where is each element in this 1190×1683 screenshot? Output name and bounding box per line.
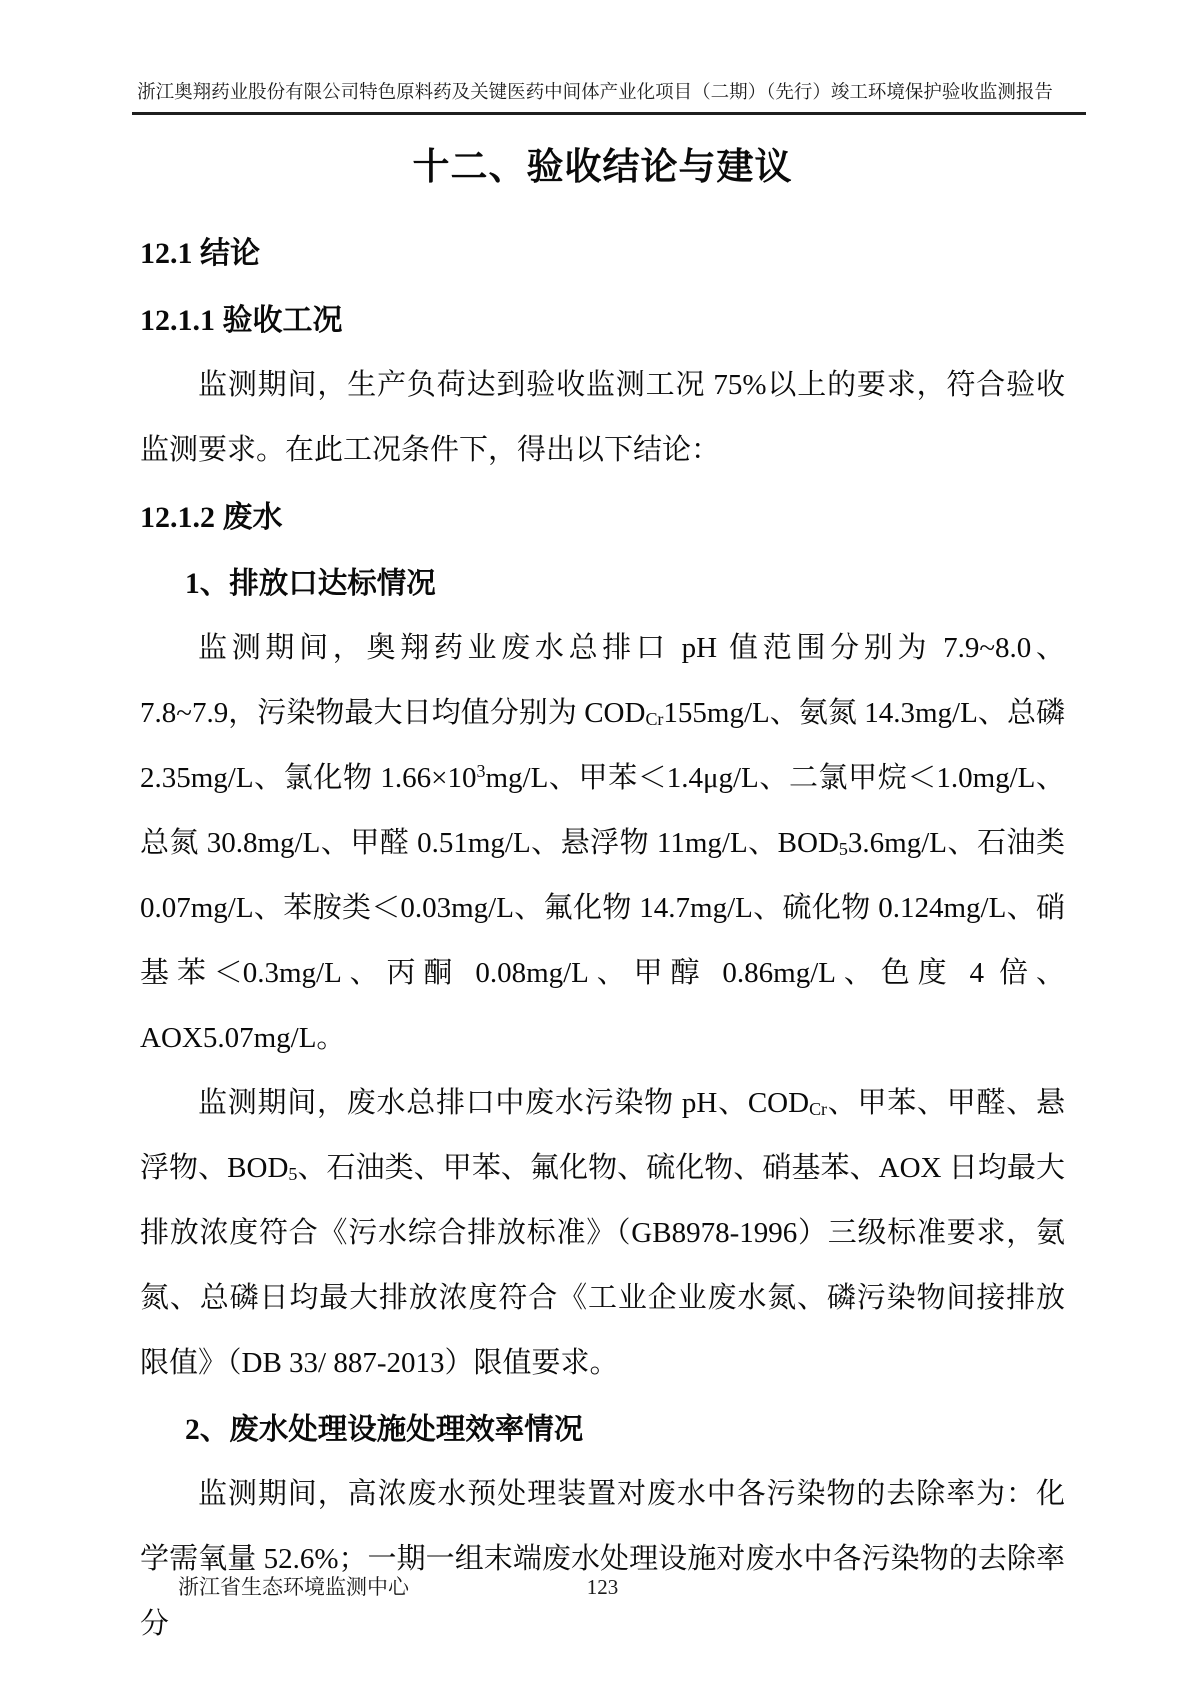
document-content — [140, 145, 1065, 1657]
chapter-title: 十二、验收结论与建议 — [412, 147, 793, 188]
page-header — [55, 81, 1135, 105]
subheading-treatment-efficiency: 2、废水处理设施处理效率情况 — [185, 1414, 584, 1446]
paragraph-outlet-monitoring-values: 监测期间，奥翔药业废水总排口 pH 值范围分别为 7.9~8.0、7.8~7.9，污染物最大日均值分别为 $COD_{Cr}155mg/L$、氨氮 14.3mg/L、总磷 2.35mg/L、氯化物 $1.66\times 10^3mg/L$、甲苯＜1.4μg/L、二氯甲烷＜1.0mg/L、总氮 30.8mg/L、甲醛 0.51mg/L、悬浮物 11mg/L、$BOD_53.6mg/L$、石油类 0.07mg/L、苯胺类＜0.03mg/L、氟化物 14.7mg/L、硫化物 0.124mg/L、硝基苯＜0.3mg/L、丙酮 0.08mg/L、甲醇 0.86mg/L、色度 4 倍、AOX5.07mg/L。 — [140, 632, 1065, 1054]
section-heading-12-1-1: 12.1.1 验收工况 — [140, 304, 343, 337]
page-footer — [140, 1573, 1065, 1603]
page-number: 123 — [586, 1575, 619, 1599]
subheading-outlet-compliance: 1、排放口达标情况 — [185, 568, 436, 600]
section-heading-12-1: 12.1 结论 — [140, 237, 260, 270]
paragraph-standards-compliance: 监测期间，废水总排口中废水污染物 pH、$COD_{Cr}$、甲苯、甲醛、悬浮物、$BOD_5$、石油类、甲苯、氟化物、硫化物、硝基苯、AOX 日均最大排放浓度符合《污水综合排放标准》（GB8978-1996）三级标准要求，氨氮、总磷日均最大排放浓度符合《工业企业废水氮、磷污染物间接排放限值》（DB 33/ 887-2013）限值要求。 — [140, 1087, 1065, 1379]
header-rule — [132, 112, 1086, 115]
paragraph-treatment-efficiency: 监测期间，高浓废水预处理装置对废水中各污染物的去除率为：化学需氧量 52.6%；一期一组末端废水处理设施对废水中各污染物的去除率分 — [140, 1478, 1065, 1640]
header-title: 浙江奥翔药业股份有限公司特色原料药及关键医药中间体产业化项目（二期）（先行）竣工环境保护验收监测报告 — [137, 83, 1053, 103]
section-heading-12-1-2: 12.1.2 废水 — [140, 501, 283, 534]
content-blocks — [140, 222, 1065, 1657]
paragraph-acceptance-conditions: 监测期间，生产负荷达到验收监测工况 75%以上的要求，符合验收监测要求。在此工况条件下，得出以下结论： — [140, 369, 1065, 466]
footer-organization: 浙江省生态环境监测中心 — [178, 1575, 409, 1599]
